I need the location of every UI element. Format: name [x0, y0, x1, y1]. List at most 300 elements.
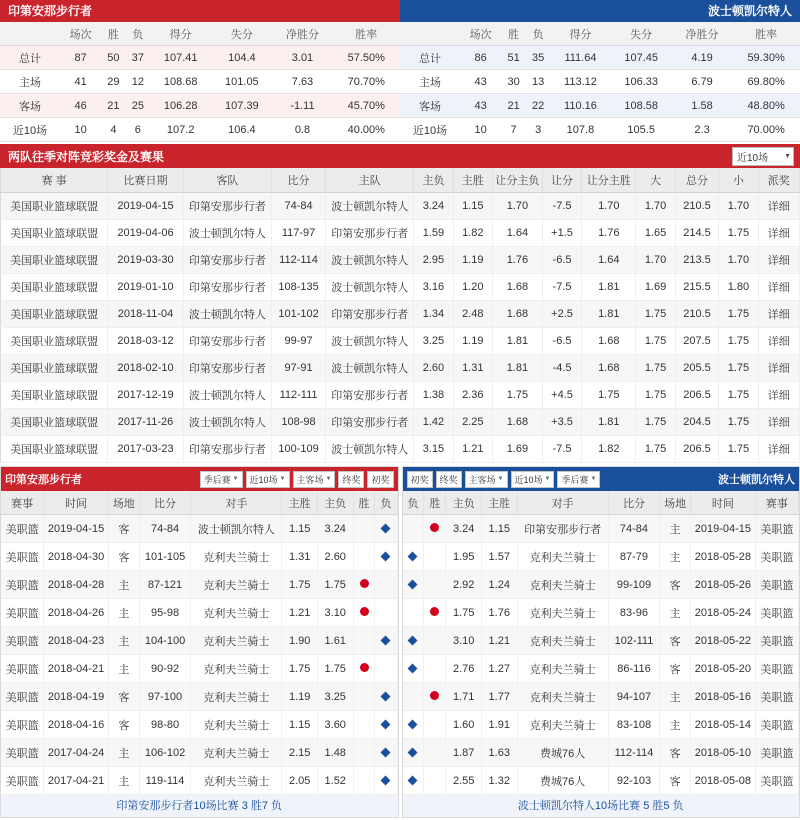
chevron-down-icon: ▼ [232, 476, 239, 482]
table-row [1, 571, 397, 599]
win-marker [424, 683, 446, 711]
match-date: 2018-05-16 [691, 683, 756, 711]
table-row [403, 711, 799, 739]
home-team: 印第安那步行者 [326, 409, 414, 436]
column-header: 主胜 [453, 168, 492, 193]
left-team-stats-table [0, 22, 400, 142]
table-row [403, 767, 799, 795]
league-name: 美职篮 [755, 515, 798, 543]
column-header: 净胜分 [272, 22, 332, 46]
score: 83-108 [608, 711, 660, 739]
column-header: 主胜 [282, 491, 318, 515]
stat-cell: 21 [101, 94, 125, 118]
right-recent-header [403, 467, 800, 491]
left-team-panel [0, 0, 400, 142]
odds-handicap-lose: 1.69 [492, 436, 542, 463]
win-marker [424, 543, 446, 571]
odds-home-win: 2.36 [453, 382, 492, 409]
win-marker [353, 739, 375, 767]
match-date: 2017-03-23 [108, 436, 183, 463]
column-header: 负 [403, 491, 424, 515]
odds-handicap-lose: 1.76 [492, 247, 542, 274]
table-row [1, 655, 397, 683]
odds-home-win: 1.77 [481, 683, 517, 711]
odds-handicap-win: 1.68 [582, 328, 636, 355]
score: 97-100 [139, 683, 191, 711]
lose-marker [403, 515, 424, 543]
odds-home-win: 2.15 [282, 739, 318, 767]
lose-marker [403, 711, 424, 739]
away-team: 波士顿凯尔特人 [183, 409, 271, 436]
stat-cell: 4 [101, 118, 125, 142]
detail-link[interactable]: 详细 [758, 274, 799, 301]
left-recent-header [1, 467, 398, 491]
odds-handicap-lose: 1.70 [492, 193, 542, 220]
stat-cell: 113.12 [550, 70, 610, 94]
filter-初奖[interactable] [367, 471, 393, 488]
stat-cell: 1.58 [672, 94, 732, 118]
venue: 主 [108, 571, 139, 599]
opponent: 克利夫兰骑士 [191, 655, 282, 683]
column-header: 场地 [660, 491, 691, 515]
column-header: 胜率 [333, 22, 400, 46]
handicap-line: -7.5 [542, 436, 581, 463]
league-name: 美职篮 [755, 767, 798, 795]
left-recent-panel [0, 466, 399, 818]
league-name: 美职篮 [1, 515, 44, 543]
filter-近10场[interactable] [246, 471, 290, 488]
opponent: 克利夫兰骑士 [191, 767, 282, 795]
league-name: 美职篮 [1, 711, 44, 739]
stat-cell: 69.80% [732, 70, 800, 94]
table-row [1, 193, 800, 220]
h2h-range-value: 近10场 [737, 152, 769, 164]
score: 117-97 [271, 220, 325, 247]
detail-link[interactable]: 详细 [758, 409, 799, 436]
opponent: 克利夫兰骑士 [191, 739, 282, 767]
left-recent-title: 印第安那步行者 [5, 474, 82, 486]
row-label: 客场 [0, 94, 60, 118]
league-name: 美国职业篮球联盟 [1, 193, 108, 220]
lose-marker [403, 683, 424, 711]
score: 87-121 [139, 571, 191, 599]
odds-home-lose: 1.48 [317, 739, 353, 767]
venue: 主 [108, 599, 139, 627]
stat-cell: 10 [60, 118, 101, 142]
win-marker [353, 599, 375, 627]
score: 90-92 [139, 655, 191, 683]
handicap-line: -6.5 [542, 328, 581, 355]
score: 86-116 [608, 655, 660, 683]
league-name: 美职篮 [1, 599, 44, 627]
table-row [0, 46, 400, 70]
lose-marker [375, 711, 397, 739]
column-header: 胜 [424, 491, 446, 515]
odds-over: 1.75 [636, 328, 675, 355]
opponent: 克利夫兰骑士 [517, 599, 608, 627]
match-date: 2018-05-24 [691, 599, 756, 627]
opponent: 克利夫兰骑士 [191, 543, 282, 571]
win-marker [424, 767, 446, 795]
stat-cell: 70.70% [333, 70, 400, 94]
odds-under: 1.75 [719, 409, 758, 436]
table-row [403, 543, 799, 571]
filter-label: 季后赛 [203, 474, 231, 485]
total-line: 214.5 [675, 220, 719, 247]
league-name: 美职篮 [755, 655, 798, 683]
odds-handicap-lose: 1.68 [492, 274, 542, 301]
opponent: 克利夫兰骑士 [517, 711, 608, 739]
total-line: 213.5 [675, 247, 719, 274]
stat-cell: 21 [501, 94, 526, 118]
odds-handicap-lose: 1.81 [492, 355, 542, 382]
opponent: 克利夫兰骑士 [191, 571, 282, 599]
chevron-down-icon: ▼ [497, 476, 504, 482]
win-marker [424, 655, 446, 683]
score: 106-102 [139, 739, 191, 767]
column-header: 对手 [517, 491, 608, 515]
column-header: 比分 [608, 491, 660, 515]
opponent: 克利夫兰骑士 [191, 711, 282, 739]
odds-home-lose: 1.95 [446, 543, 482, 571]
odds-handicap-lose: 1.68 [492, 301, 542, 328]
table-row [1, 543, 397, 571]
match-date: 2018-02-10 [108, 355, 183, 382]
stat-cell: 6.79 [672, 70, 732, 94]
result-diamond-icon [381, 523, 391, 533]
match-date: 2018-04-30 [44, 543, 109, 571]
table-row [1, 711, 397, 739]
odds-home-win: 1.15 [481, 515, 517, 543]
column-header: 负 [526, 22, 551, 46]
odds-home-win: 1.82 [453, 220, 492, 247]
total-line: 207.5 [675, 328, 719, 355]
stat-cell: 3 [526, 118, 551, 142]
table-row [1, 301, 800, 328]
filter-季后赛[interactable] [200, 471, 243, 488]
handicap-line: +4.5 [542, 382, 581, 409]
column-header: 胜率 [732, 22, 800, 46]
odds-home-lose: 2.76 [446, 655, 482, 683]
league-name: 美职篮 [755, 739, 798, 767]
stat-cell: 107.45 [610, 46, 671, 70]
odds-home-lose: 3.60 [317, 711, 353, 739]
lose-marker [375, 571, 397, 599]
filter-初奖[interactable] [407, 471, 433, 488]
filter-label: 主客场 [296, 474, 324, 485]
score: 97-91 [271, 355, 325, 382]
odds-home-lose: 3.10 [446, 627, 482, 655]
opponent: 印第安那步行者 [517, 515, 608, 543]
match-date: 2018-11-04 [108, 301, 183, 328]
match-date: 2017-12-19 [108, 382, 183, 409]
odds-handicap-win: 1.70 [582, 193, 636, 220]
odds-under: 1.75 [719, 382, 758, 409]
away-team: 印第安那步行者 [183, 247, 271, 274]
chevron-down-icon: ▼ [279, 476, 286, 482]
odds-under: 1.75 [719, 301, 758, 328]
odds-handicap-lose: 1.68 [492, 409, 542, 436]
match-date: 2018-05-28 [691, 543, 756, 571]
home-team: 波士顿凯尔特人 [326, 193, 414, 220]
table-row [1, 627, 397, 655]
stat-cell: 7 [501, 118, 526, 142]
odds-home-win: 1.91 [481, 711, 517, 739]
opponent: 克利夫兰骑士 [191, 599, 282, 627]
league-name: 美职篮 [755, 599, 798, 627]
lose-marker [375, 627, 397, 655]
stat-cell: 37 [126, 46, 150, 70]
stat-cell: 45.70% [333, 94, 400, 118]
odds-home-win: 1.21 [282, 599, 318, 627]
win-marker [353, 767, 375, 795]
score: 101-102 [271, 301, 325, 328]
column-header: 比分 [139, 491, 191, 515]
stat-cell: 13 [526, 70, 551, 94]
league-name: 美职篮 [755, 571, 798, 599]
league-name: 美国职业篮球联盟 [1, 247, 108, 274]
match-date: 2018-05-10 [691, 739, 756, 767]
filter-label: 初奖 [410, 474, 429, 485]
match-date: 2018-04-28 [44, 571, 109, 599]
table-row [1, 328, 800, 355]
venue: 主 [660, 515, 691, 543]
odds-over: 1.75 [636, 409, 675, 436]
result-diamond-icon [381, 775, 391, 785]
odds-under: 1.70 [719, 193, 758, 220]
detail-link[interactable]: 详细 [758, 436, 799, 463]
left-recent-table [1, 491, 398, 795]
odds-home-lose: 3.24 [446, 515, 482, 543]
table-row [1, 515, 397, 543]
table-row [403, 739, 799, 767]
table-row [1, 355, 800, 382]
column-header: 让分主负 [492, 168, 542, 193]
handicap-line: -4.5 [542, 355, 581, 382]
stat-cell: 110.16 [550, 94, 610, 118]
odds-home-win: 1.31 [282, 543, 318, 571]
odds-home-lose: 2.60 [414, 355, 453, 382]
stat-cell: 29 [101, 70, 125, 94]
match-date: 2018-05-08 [691, 767, 756, 795]
lose-marker [375, 683, 397, 711]
handicap-line: +1.5 [542, 220, 581, 247]
result-diamond-icon [408, 635, 418, 645]
odds-home-win: 1.21 [481, 627, 517, 655]
stat-cell: 87 [60, 46, 101, 70]
match-date: 2018-04-26 [44, 599, 109, 627]
row-label: 近10场 [400, 118, 460, 142]
column-header: 场地 [108, 491, 139, 515]
match-date: 2018-05-22 [691, 627, 756, 655]
right-recent-table [403, 491, 800, 795]
total-line: 204.5 [675, 409, 719, 436]
filter-label: 终奖 [342, 474, 361, 485]
venue: 主 [660, 543, 691, 571]
detail-link[interactable]: 详细 [758, 220, 799, 247]
filter-季后赛[interactable] [557, 471, 600, 488]
away-team: 印第安那步行者 [183, 193, 271, 220]
score: 108-98 [271, 409, 325, 436]
chevron-down-icon: ▼ [784, 152, 791, 160]
match-date: 2019-04-06 [108, 220, 183, 247]
column-header: 主队 [326, 168, 414, 193]
result-diamond-icon [381, 551, 391, 561]
stat-cell: 86 [460, 46, 501, 70]
filter-终奖[interactable] [338, 471, 364, 488]
stat-cell: 105.5 [610, 118, 671, 142]
total-line: 206.5 [675, 436, 719, 463]
away-team: 印第安那步行者 [183, 274, 271, 301]
odds-over: 1.70 [636, 193, 675, 220]
odds-home-lose: 2.92 [446, 571, 482, 599]
stat-cell: 4.19 [672, 46, 732, 70]
right-recent-title: 波士顿凯尔特人 [718, 474, 795, 486]
detail-link[interactable]: 详细 [758, 193, 799, 220]
league-name: 美职篮 [755, 711, 798, 739]
table-row [1, 274, 800, 301]
odds-home-win: 1.27 [481, 655, 517, 683]
result-diamond-icon [381, 747, 391, 757]
odds-under: 1.80 [719, 274, 758, 301]
home-team: 波士顿凯尔特人 [326, 436, 414, 463]
away-team: 印第安那步行者 [183, 436, 271, 463]
score: 74-84 [139, 515, 191, 543]
score: 101-105 [139, 543, 191, 571]
odds-home-win: 1.24 [481, 571, 517, 599]
odds-under: 1.75 [719, 355, 758, 382]
home-team: 印第安那步行者 [326, 220, 414, 247]
odds-over: 1.69 [636, 274, 675, 301]
score: 108-135 [271, 274, 325, 301]
stat-cell: 59.30% [732, 46, 800, 70]
filter-终奖[interactable] [436, 471, 462, 488]
row-label: 总计 [0, 46, 60, 70]
stat-cell: 106.28 [150, 94, 211, 118]
result-dot-icon [360, 663, 369, 672]
match-date: 2018-04-16 [44, 711, 109, 739]
score: 99-97 [271, 328, 325, 355]
detail-link[interactable]: 详细 [758, 328, 799, 355]
win-marker [424, 627, 446, 655]
column-header: 胜 [501, 22, 526, 46]
stat-cell: 35 [526, 46, 551, 70]
column-header: 比分 [271, 168, 325, 193]
table-row [1, 683, 397, 711]
table-row [1, 436, 800, 463]
odds-home-lose: 1.34 [414, 301, 453, 328]
result-diamond-icon [408, 747, 418, 757]
odds-home-win: 1.20 [453, 274, 492, 301]
table-row [400, 46, 800, 70]
odds-home-lose: 3.25 [317, 683, 353, 711]
result-diamond-icon [381, 719, 391, 729]
column-header: 场次 [60, 22, 101, 46]
table-row [1, 382, 800, 409]
venue: 客 [660, 739, 691, 767]
away-team: 印第安那步行者 [183, 355, 271, 382]
odds-handicap-win: 1.76 [582, 220, 636, 247]
venue: 客 [108, 711, 139, 739]
odds-home-lose: 3.25 [414, 328, 453, 355]
row-label: 总计 [400, 46, 460, 70]
league-name: 美国职业篮球联盟 [1, 355, 108, 382]
result-diamond-icon [381, 691, 391, 701]
table-row [403, 627, 799, 655]
filter-主客场[interactable] [465, 471, 508, 488]
score: 74-84 [271, 193, 325, 220]
away-team: 波士顿凯尔特人 [183, 382, 271, 409]
h2h-range-select[interactable] [732, 147, 794, 166]
column-header: 让分 [542, 168, 581, 193]
filter-主客场[interactable] [293, 471, 336, 488]
win-marker [353, 571, 375, 599]
detail-link[interactable]: 详细 [758, 355, 799, 382]
filter-label: 近10场 [514, 474, 543, 485]
result-dot-icon [360, 579, 369, 588]
stat-cell: -1.11 [272, 94, 332, 118]
venue: 客 [660, 627, 691, 655]
chevron-down-icon: ▼ [325, 476, 332, 482]
column-header: 失分 [610, 22, 671, 46]
right-team-stats-table [400, 22, 800, 142]
score: 112-114 [608, 739, 660, 767]
filter-近10场[interactable] [511, 471, 555, 488]
table-row [1, 599, 397, 627]
opponent: 克利夫兰骑士 [517, 655, 608, 683]
odds-home-lose: 3.24 [317, 515, 353, 543]
table-row [400, 118, 800, 142]
match-date: 2017-04-24 [44, 739, 109, 767]
stat-cell: 22 [526, 94, 551, 118]
lose-marker [375, 655, 397, 683]
odds-home-win: 1.15 [453, 193, 492, 220]
row-label: 主场 [400, 70, 460, 94]
odds-handicap-lose: 1.75 [492, 382, 542, 409]
league-name: 美职篮 [1, 683, 44, 711]
match-date: 2018-03-12 [108, 328, 183, 355]
detail-link[interactable]: 详细 [758, 301, 799, 328]
chevron-down-icon: ▼ [544, 476, 551, 482]
win-marker [424, 599, 446, 627]
table-row [403, 599, 799, 627]
table-row [400, 94, 800, 118]
odds-home-lose: 1.42 [414, 409, 453, 436]
detail-link[interactable]: 详细 [758, 247, 799, 274]
detail-link[interactable]: 详细 [758, 382, 799, 409]
stat-cell: 6 [126, 118, 150, 142]
stat-cell: 107.2 [150, 118, 211, 142]
league-name: 美职篮 [755, 683, 798, 711]
column-header [400, 22, 460, 46]
result-dot-icon [430, 523, 439, 532]
odds-home-win: 1.32 [481, 767, 517, 795]
column-header: 时间 [691, 491, 756, 515]
opponent: 费城76人 [517, 767, 608, 795]
match-date: 2019-03-30 [108, 247, 183, 274]
match-date: 2017-04-21 [44, 767, 109, 795]
odds-over: 1.75 [636, 436, 675, 463]
column-header: 主胜 [481, 491, 517, 515]
table-header-row [0, 22, 400, 46]
venue: 客 [108, 515, 139, 543]
opponent: 克利夫兰骑士 [517, 627, 608, 655]
venue: 客 [108, 543, 139, 571]
stat-cell: 50 [101, 46, 125, 70]
column-header: 对手 [191, 491, 282, 515]
table-row [1, 220, 800, 247]
win-marker [353, 655, 375, 683]
